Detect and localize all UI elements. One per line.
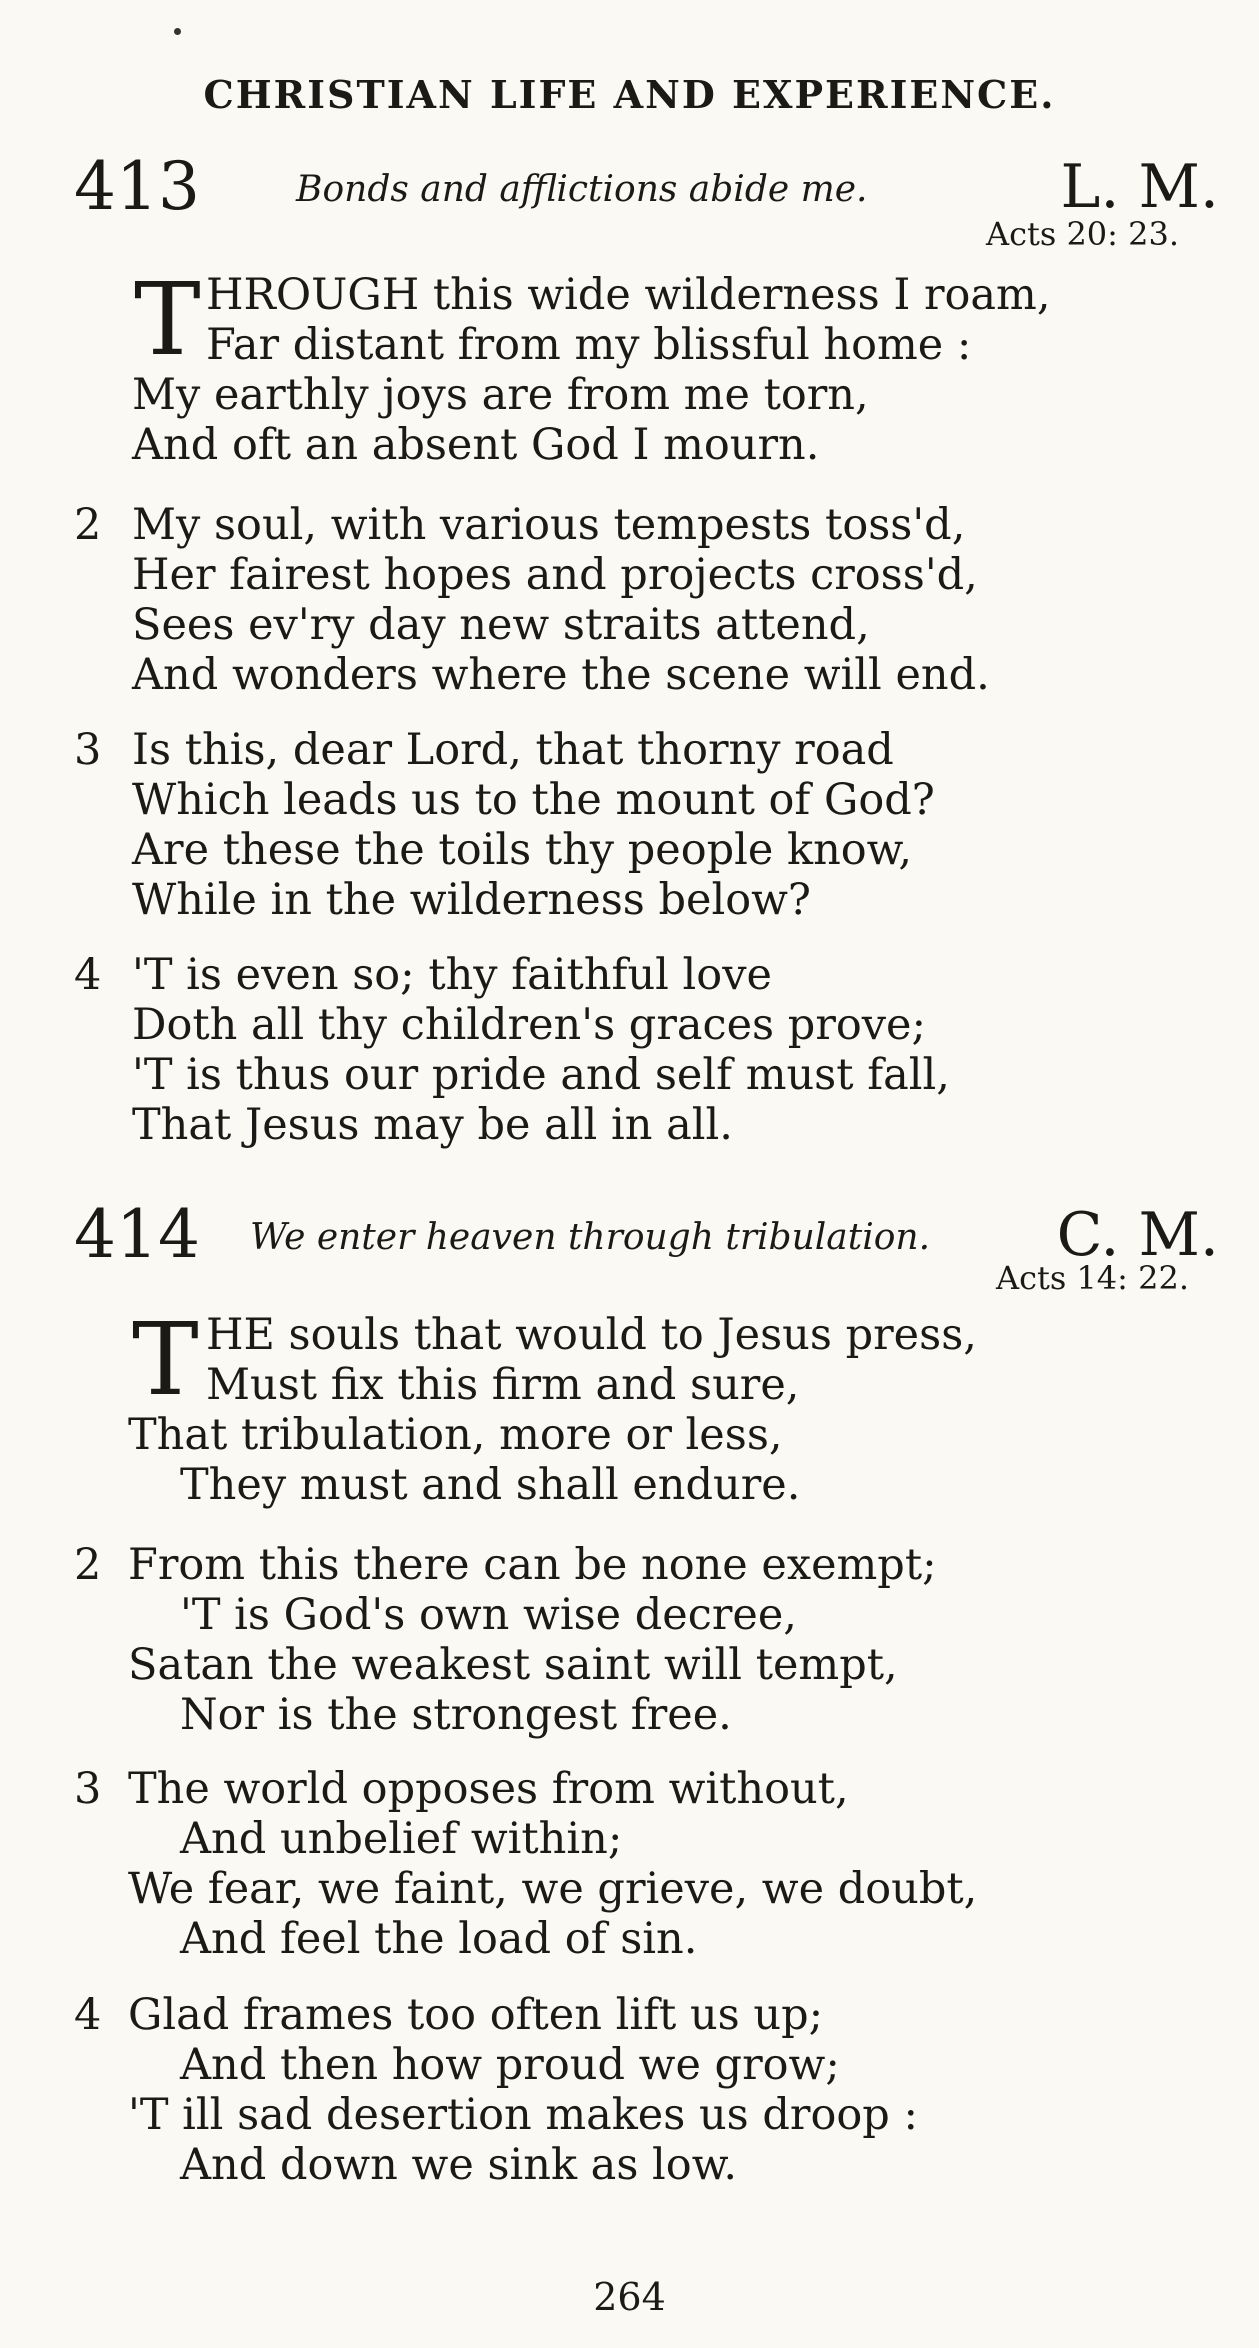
verse-line: 2 From this there can be none exempt; xyxy=(74,1540,937,1590)
stanza xyxy=(74,1990,1219,2190)
verse-line: 3 The world opposes from without, xyxy=(74,1764,849,1814)
drop-cap: T xyxy=(132,1301,199,1418)
stanza-number: 2 xyxy=(74,1540,102,1590)
scripture-reference: Acts 14: 22. xyxy=(995,1259,1189,1297)
verse-line: Which leads us to the mount of God? xyxy=(132,775,935,825)
verse-line: Must fix this firm and sure, xyxy=(206,1360,800,1410)
verse-line: 4 Glad frames too often lift us up; xyxy=(74,1990,824,2040)
verse-line: And then how proud we grow; xyxy=(180,2040,840,2090)
stanza xyxy=(74,725,1219,925)
verse-line: 3 Is this, dear Lord, that thorny road xyxy=(74,725,894,775)
verse-line: And down we sink as low. xyxy=(180,2140,738,2190)
verse-line: Are these the toils thy people know, xyxy=(132,825,913,875)
drop-cap: T xyxy=(134,261,201,378)
scripture-reference: Acts 20: 23. xyxy=(985,215,1179,253)
verse-line: And oft an absent God I mourn. xyxy=(132,420,820,470)
stanza-number: 4 xyxy=(74,950,102,1000)
verse-line: 'T ill sad desertion makes us droop : xyxy=(128,2090,918,2140)
verse-line: And wonders where the scene will end. xyxy=(132,650,990,700)
stanza-number: 3 xyxy=(74,725,102,775)
verse-line: They must and shall endure. xyxy=(180,1460,801,1510)
hymn-meter: L. M. xyxy=(1060,152,1219,222)
stanza-number: 2 xyxy=(74,500,102,550)
verse-line: Her fairest hopes and projects cross'd, xyxy=(132,550,978,600)
stanza xyxy=(74,1540,1219,1740)
verse-line: And unbelief within; xyxy=(180,1814,623,1864)
verse-line: Nor is the strongest free. xyxy=(180,1690,732,1740)
verse-line: We fear, we faint, we grieve, we doubt, xyxy=(128,1864,978,1914)
hymn-meter: C. M. xyxy=(1056,1200,1219,1270)
verse-line: 'T is thus our pride and self must fall, xyxy=(132,1050,950,1100)
verse-line: And feel the load of sin. xyxy=(180,1914,698,1964)
verse-line: Satan the weakest saint will tempt, xyxy=(128,1640,898,1690)
verse-line: While in the wilderness below? xyxy=(132,875,811,925)
verse-line: My earthly joys are from me torn, xyxy=(132,370,869,420)
hymn-title: We enter heaven through tribulation. xyxy=(250,1217,931,1258)
verse-line: Sees ev'ry day new straits attend, xyxy=(132,600,870,650)
verse-line: That Jesus may be all in all. xyxy=(132,1100,733,1150)
stanza xyxy=(74,261,1219,470)
stanza xyxy=(74,1764,1219,1964)
stanza xyxy=(74,1301,1219,1510)
stanza-number: 3 xyxy=(74,1764,102,1814)
verse-line: That tribulation, more or less, xyxy=(128,1410,783,1460)
verse-line: 'T is God's own wise decree, xyxy=(180,1590,797,1640)
verse-line: 4 'T is even so; thy faithful love xyxy=(74,950,772,1000)
verse-line: HROUGH this wide wilderness I roam, xyxy=(206,270,1051,320)
running-head: CHRISTIAN LIFE AND EXPERIENCE. xyxy=(203,72,1056,117)
hymn-413-header xyxy=(74,148,1219,225)
page-number: 264 xyxy=(593,2275,666,2319)
stanza-number: 4 xyxy=(74,1990,102,2040)
verse-line: HE souls that would to Jesus press, xyxy=(206,1310,977,1360)
hymn-number: 413 xyxy=(74,148,200,225)
verse-line: 2 My soul, with various tempests toss'd, xyxy=(74,500,966,550)
verse-line: Doth all thy children's graces prove; xyxy=(132,1000,926,1050)
stanza xyxy=(74,500,1219,700)
hymn-number: 414 xyxy=(74,1196,200,1273)
printer-dot xyxy=(174,28,181,35)
stanza xyxy=(74,950,1219,1150)
verse-line: Far distant from my blissful home : xyxy=(206,320,972,370)
hymn-title: Bonds and afflictions abide me. xyxy=(296,169,868,210)
